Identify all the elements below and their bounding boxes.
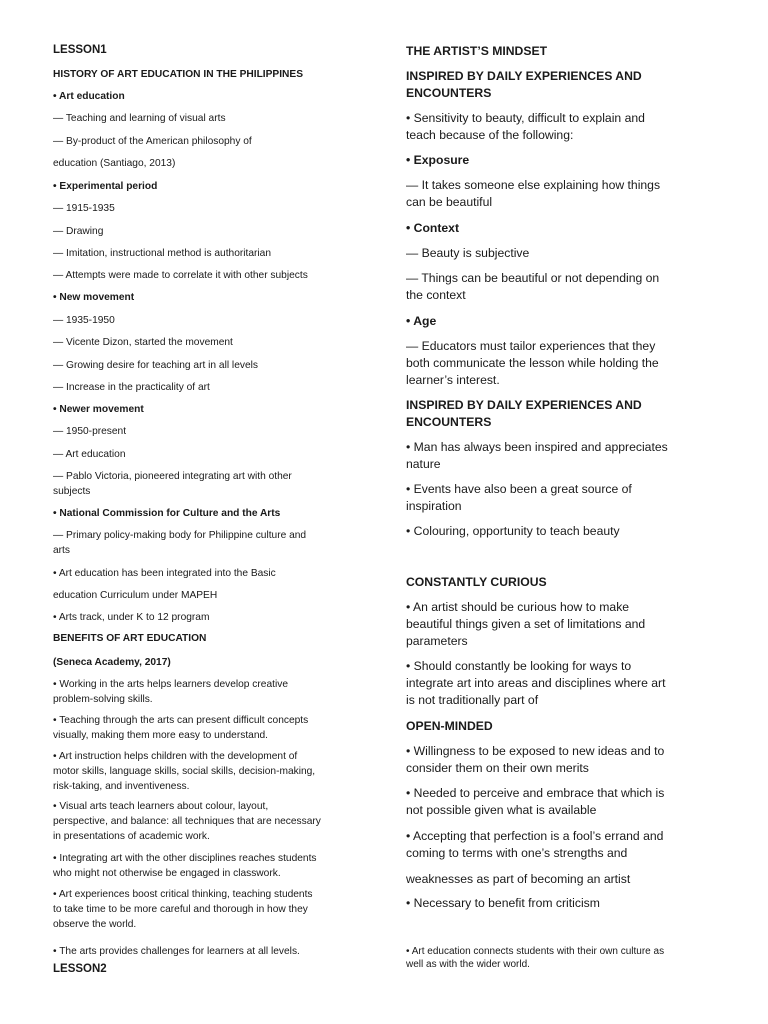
left-paragraph [53, 887, 313, 932]
text-line: • Necessary to benefit from criticism [406, 896, 600, 910]
text-line: — Teaching and learning of visual arts [53, 113, 226, 124]
text-line: • Integrating art with the other disciplines reaches students [53, 853, 317, 864]
text-line: • Willingness to be exposed to new ideas and to [406, 744, 665, 758]
text-line: • New movement [53, 292, 135, 303]
right-paragraph [406, 828, 663, 862]
text-line: the context [406, 288, 466, 302]
text-line: beautiful things given a set of limitations and [406, 617, 646, 631]
text-line: observe the world. [53, 919, 137, 930]
left-paragraph [53, 402, 144, 417]
left-paragraph [53, 610, 209, 625]
left-paragraph [53, 313, 115, 328]
text-line: — It takes someone else explaining how things [406, 178, 661, 192]
text-line: • Visual arts teach learners about colour, layout, [53, 801, 269, 812]
text-line: • Working in the arts helps learners develop creative [53, 679, 288, 690]
text-line: perspective, and balance: all techniques that are necessary [53, 816, 321, 827]
text-line: — 1935-1950 [53, 315, 115, 326]
left-paragraph [53, 851, 317, 881]
left-paragraph [53, 631, 206, 646]
left-paragraph [53, 588, 217, 603]
text-line: INSPIRED BY DAILY EXPERIENCES AND [406, 69, 642, 83]
text-line: HISTORY OF ART EDUCATION IN THE PHILIPPINES [53, 69, 303, 80]
left-paragraph [53, 677, 288, 707]
text-line: • Colouring, opportunity to teach beauty [406, 524, 620, 538]
left-paragraph [53, 335, 233, 350]
left-paragraph [53, 566, 276, 581]
right-paragraph [406, 313, 436, 330]
text-line: — Vicente Dizon, started the movement [53, 337, 233, 348]
text-line: integrate art into areas and disciplines where art [406, 676, 666, 690]
right-paragraph [406, 574, 547, 591]
text-line: • Accepting that perfection is a fool’s errand and [406, 829, 664, 843]
left-paragraph [53, 111, 226, 126]
left-paragraph [53, 290, 134, 305]
text-line: inspiration [406, 499, 462, 513]
left-paragraph [53, 424, 126, 439]
right-paragraph [406, 785, 664, 819]
right-paragraph [406, 245, 529, 262]
left-paragraph [53, 528, 306, 558]
text-line: LESSON1 [53, 44, 107, 56]
right-paragraph [406, 110, 645, 144]
right-paragraph [406, 439, 668, 473]
text-line: — Pablo Victoria, pioneered integrating art with other [53, 471, 292, 482]
text-line: (Seneca Academy, 2017) [53, 657, 171, 668]
right-paragraph [406, 523, 620, 540]
text-line: learner’s interest. [406, 373, 500, 387]
text-line: BENEFITS OF ART EDUCATION [53, 633, 207, 644]
text-line: • Arts track, under K to 12 program [53, 612, 210, 623]
text-line: — Beauty is subjective [406, 246, 530, 260]
text-line: THE ARTIST’S MINDSET [406, 44, 548, 58]
left-paragraph [53, 713, 308, 743]
text-line: • Art instruction helps children with the development of [53, 751, 298, 762]
left-paragraph [53, 799, 321, 844]
text-line: — Educators must tailor experiences that they [406, 339, 656, 353]
text-line: ENCOUNTERS [406, 415, 492, 429]
right-paragraph [406, 220, 459, 237]
text-line: who might not otherwise be engaged in classwork. [53, 868, 281, 879]
text-line: arts [53, 545, 70, 556]
right-paragraph [406, 599, 645, 650]
text-line: parameters [406, 634, 468, 648]
text-line: • Context [406, 221, 460, 235]
right-paragraph [406, 68, 642, 102]
text-line: LESSON2 [53, 963, 107, 975]
text-line: • An artist should be curious how to make [406, 600, 630, 614]
text-line: to take time to be more careful and thorough in how they [53, 904, 308, 915]
right-paragraph [406, 177, 660, 211]
text-line: • Art experiences boost critical thinking, teaching students [53, 889, 313, 900]
text-line: nature [406, 457, 441, 471]
text-line: • The arts provides challenges for learners at all levels. [53, 946, 300, 957]
text-line: — Drawing [53, 226, 104, 237]
left-paragraph [53, 447, 126, 462]
left-paragraph [53, 156, 175, 171]
left-paragraph [53, 67, 303, 82]
left-paragraph [53, 944, 300, 959]
left-paragraph [53, 749, 315, 794]
text-line: visually, making them more easy to understand. [53, 730, 268, 741]
text-line: — 1915-1935 [53, 203, 115, 214]
text-line: coming to terms with one’s strengths and [406, 846, 628, 860]
left-paragraph [53, 962, 107, 977]
right-paragraph [406, 397, 642, 431]
text-line: motor skills, language skills, social skills, decision-making, [53, 766, 316, 777]
text-line: both communicate the lesson while holding the [406, 356, 659, 370]
left-paragraph [53, 224, 103, 239]
text-line: problem-solving skills. [53, 694, 153, 705]
text-line: is not traditionally part of [406, 693, 539, 707]
left-paragraph [53, 469, 292, 499]
left-paragraph [53, 268, 308, 283]
text-line: OPEN-MINDED [406, 719, 493, 733]
text-line: — Art education [53, 449, 126, 460]
right-paragraph [406, 270, 659, 304]
text-line: — By-product of the American philosophy of [53, 136, 252, 147]
text-line: — Increase in the practicality of art [53, 382, 210, 393]
text-line: ENCOUNTERS [406, 86, 492, 100]
right-paragraph [406, 658, 665, 709]
right-paragraph [406, 43, 547, 60]
text-line: — Things can be beautiful or not depending on [406, 271, 660, 285]
left-paragraph [53, 655, 171, 670]
footnote-line-2: well as with the wider world. [406, 959, 530, 970]
right-paragraph [406, 871, 630, 888]
text-line: • Newer movement [53, 404, 144, 415]
footnote [406, 945, 664, 971]
text-line: • Experimental period [53, 181, 158, 192]
left-paragraph [53, 358, 258, 373]
text-line: in presentations of academic work. [53, 831, 210, 842]
text-line: • Should constantly be looking for ways to [406, 659, 632, 673]
text-line: education (Santiago, 2013) [53, 158, 176, 169]
text-line: weaknesses as part of becoming an artist [406, 872, 631, 886]
left-paragraph [53, 380, 210, 395]
text-line: education Curriculum under MAPEH [53, 590, 218, 601]
text-line: • Art education has been integrated into the Basic [53, 568, 276, 579]
text-line: • Needed to perceive and embrace that which is [406, 786, 665, 800]
left-paragraph [53, 179, 157, 194]
text-line: CONSTANTLY CURIOUS [406, 575, 547, 589]
right-paragraph [406, 338, 659, 389]
text-line: • Exposure [406, 153, 470, 167]
right-paragraph [406, 481, 632, 515]
text-line: risk-taking, and inventiveness. [53, 781, 190, 792]
left-paragraph [53, 246, 271, 261]
text-line: — Imitation, instructional method is authoritarian [53, 248, 272, 259]
text-line: • Age [406, 314, 437, 328]
left-paragraph [53, 134, 252, 149]
text-line: • Art education [53, 91, 125, 102]
text-line: — Primary policy-making body for Philippine culture and [53, 530, 307, 541]
text-line: not possible given what is available [406, 803, 597, 817]
right-paragraph [406, 895, 600, 912]
text-line: — 1950-present [53, 426, 127, 437]
footnote-line-1: • Art education connects students with their own culture as [406, 946, 665, 957]
right-paragraph [406, 718, 493, 735]
text-line: INSPIRED BY DAILY EXPERIENCES AND [406, 398, 642, 412]
left-paragraph [53, 89, 125, 104]
text-line: • Events have also been a great source of [406, 482, 632, 496]
text-line: • Teaching through the arts can present difficult concepts [53, 715, 309, 726]
text-line: — Attempts were made to correlate it with other subjects [53, 270, 308, 281]
text-line: teach because of the following: [406, 128, 574, 142]
text-line: • Man has always been inspired and appreciates [406, 440, 668, 454]
text-line: — Growing desire for teaching art in all levels [53, 360, 258, 371]
text-line: consider them on their own merits [406, 761, 589, 775]
text-line: • National Commission for Culture and the Arts [53, 508, 281, 519]
left-paragraph [53, 43, 107, 58]
left-paragraph [53, 201, 115, 216]
right-paragraph [406, 152, 469, 169]
text-line: subjects [53, 486, 91, 497]
right-paragraph [406, 743, 664, 777]
left-paragraph [53, 506, 280, 521]
text-line: can be beautiful [406, 195, 493, 209]
text-line: • Sensitivity to beauty, difficult to explain and [406, 111, 645, 125]
